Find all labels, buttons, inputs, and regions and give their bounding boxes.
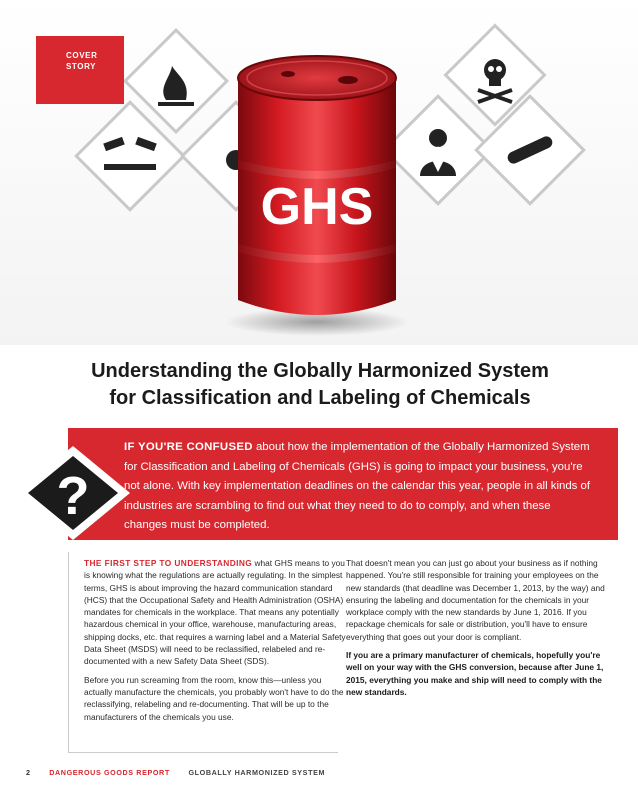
question-mark-icon — [14, 444, 132, 542]
column-rule-horizontal — [68, 752, 338, 753]
intro-paragraph — [124, 438, 594, 536]
publication-name: DANGEROUS GOODS REPORT — [49, 768, 170, 777]
right-column — [346, 557, 614, 704]
right-paragraph-1: That doesn't mean you can just go about your business as if nothing happened. You're still responsible for training your employees on the new standards (that deadline was December 1, 2013, by the way) and ensuring the labeling and documentation for the chemicals in your workplace comply with the new standards by June 1, 2016. If you repackage chemicals for sale or distribution, you'll have to ensure everything that goes out your door is compliant. — [346, 558, 605, 642]
title-line1: Understanding the Globally Harmonized System — [91, 360, 549, 382]
question-symbol: ? — [56, 466, 90, 526]
article-title — [40, 358, 600, 412]
page-number: 2 — [26, 768, 31, 777]
hero-image — [0, 0, 638, 345]
left-paragraph-2: Before you run screaming from the room, know this—unless you actually manufacture the chemicals, you probably won't have to do the reclassifying, relabeling and re-documenting. That will be up to the manufacturers of the chemicals you use. — [84, 674, 344, 722]
section-name: GLOBALLY HARMONIZED SYSTEM — [188, 768, 326, 777]
barrel-label: GHS — [260, 178, 374, 236]
column-rule-vertical — [68, 552, 69, 752]
left-p1-body: what GHS means to you is knowing what the regulations are actually regulating. In the simplest terms, GHS is about improving the hazard communication standard (HCS) that the Occupational Safety and Health Administration (OSHA) mandates for chemicals in the workplace. That means any potentially hazardous chemical in your office, warehouse, manufacturing areas, shipping docks, etc. that requires a warning label and a Material Safety Data Sheet (MSDS) will need to be reclassified, relabeled and re-documented with a new Safety Data Sheet (SDS). — [84, 558, 346, 667]
ghs-barrel — [238, 56, 396, 315]
right-paragraph-2: If you are a primary manufacturer of chemicals, hopefully you're well on your way with the GHS conversion, because after June 1, 2015, everything you make and ship will need to comply with the new standards. — [346, 650, 604, 697]
intro-lead: IF YOU'RE CONFUSED — [124, 441, 253, 453]
left-column — [84, 557, 346, 729]
title-line2: for Classification and Labeling of Chemicals — [109, 387, 531, 409]
left-kicker: THE FIRST STEP TO UNDERSTANDING — [84, 558, 253, 568]
cover-story-tag — [36, 36, 124, 104]
cover-tag-line2: STORY — [66, 62, 97, 71]
page-footer — [26, 768, 626, 777]
cover-tag-line1: COVER — [66, 51, 98, 60]
intro-body: about how the implementation of the Globally Harmonized System for Classification and Labeling of Chemicals (GHS) is going to impact your business, you're not alone. With key implementation deadlines on the calendar this year, people in all kinds of industries are scrambling to find out what they need to do to comply, and when these changes must be completed. — [124, 441, 591, 531]
left-paragraph-1 — [84, 557, 346, 668]
